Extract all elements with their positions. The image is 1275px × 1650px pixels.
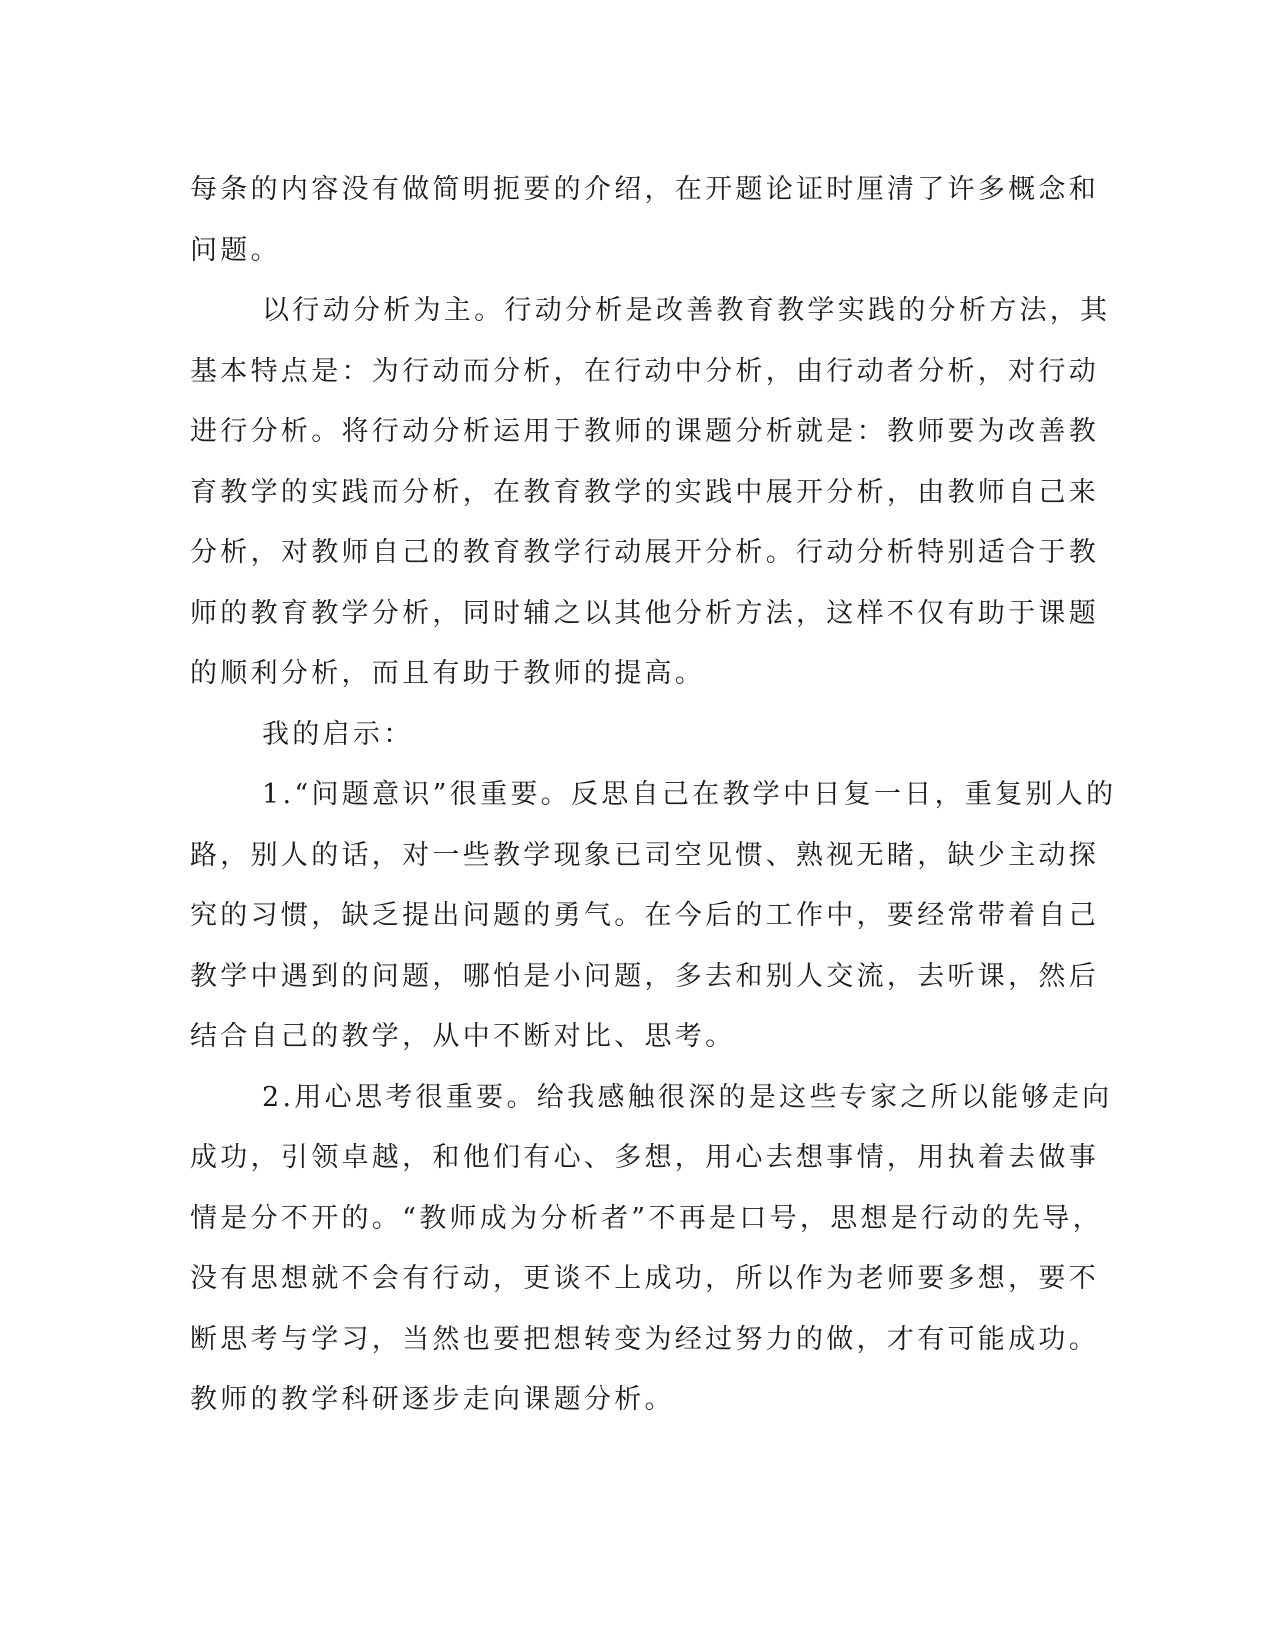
text-line: 2.用心思考很重要。给我感触很深的是这些专家之所以能够走向: [262, 1081, 1113, 1113]
text-line: 师的教育教学分析，同时辅之以其他分析方法，这样不仅有助于课题: [190, 597, 1099, 629]
text-line: 教学中遇到的问题，哪怕是小问题，多去和别人交流，去听课，然后: [190, 960, 1099, 992]
text-line: 路，别人的话，对一些教学现象已司空见惯、熟视无睹，缺少主动探: [190, 839, 1099, 871]
text-line: 基本特点是：为行动而分析，在行动中分析，由行动者分析，对行动: [190, 355, 1099, 387]
text-line: 育教学的实践而分析，在教育教学的实践中展开分析，由教师自己来: [190, 476, 1099, 508]
body-text: [190, 160, 1117, 1431]
text-line: 问题。: [190, 234, 281, 266]
text-line: 每条的内容没有做简明扼要的介绍，在开题论证时厘清了许多概念和: [190, 174, 1099, 205]
text-line: 究的习惯，缺乏提出问题的勇气。在今后的工作中，要经常带着自己: [190, 900, 1099, 931]
text-line: 分析，对教师自己的教育教学行动展开分析。行动分析特别适合于教: [190, 537, 1099, 568]
text-line: 没有思想就不会有行动，更谈不上成功，所以作为老师要多想，要不: [190, 1263, 1099, 1294]
text-line: 成功，引领卓越，和他们有心、多想，用心去想事情，用执着去做事: [190, 1142, 1099, 1173]
text-line: 结合自己的教学，从中不断对比、思考。: [190, 1021, 736, 1052]
text-line: 我的启示：: [262, 718, 414, 750]
text-line: 情是分不开的。“教师成为分析者”不再是口号，思想是行动的先导，: [190, 1202, 1103, 1234]
text-line: 教师的教学科研逐步走向课题分析。: [190, 1384, 675, 1415]
text-line: 1.“问题意识”很重要。反思自己在教学中日复一日，重复别人的: [262, 779, 1117, 810]
text-line: 断思考与学习，当然也要把想转变为经过努力的做，才有可能成功。: [190, 1323, 1099, 1355]
text-line: 进行分析。将行动分析运用于教师的课题分析就是：教师要为改善教: [190, 416, 1099, 447]
text-line: 以行动分析为主。行动分析是改善教育教学实践的分析方法，其: [262, 295, 1111, 326]
text-line: 的顺利分析，而且有助于教师的提高。: [190, 658, 706, 689]
